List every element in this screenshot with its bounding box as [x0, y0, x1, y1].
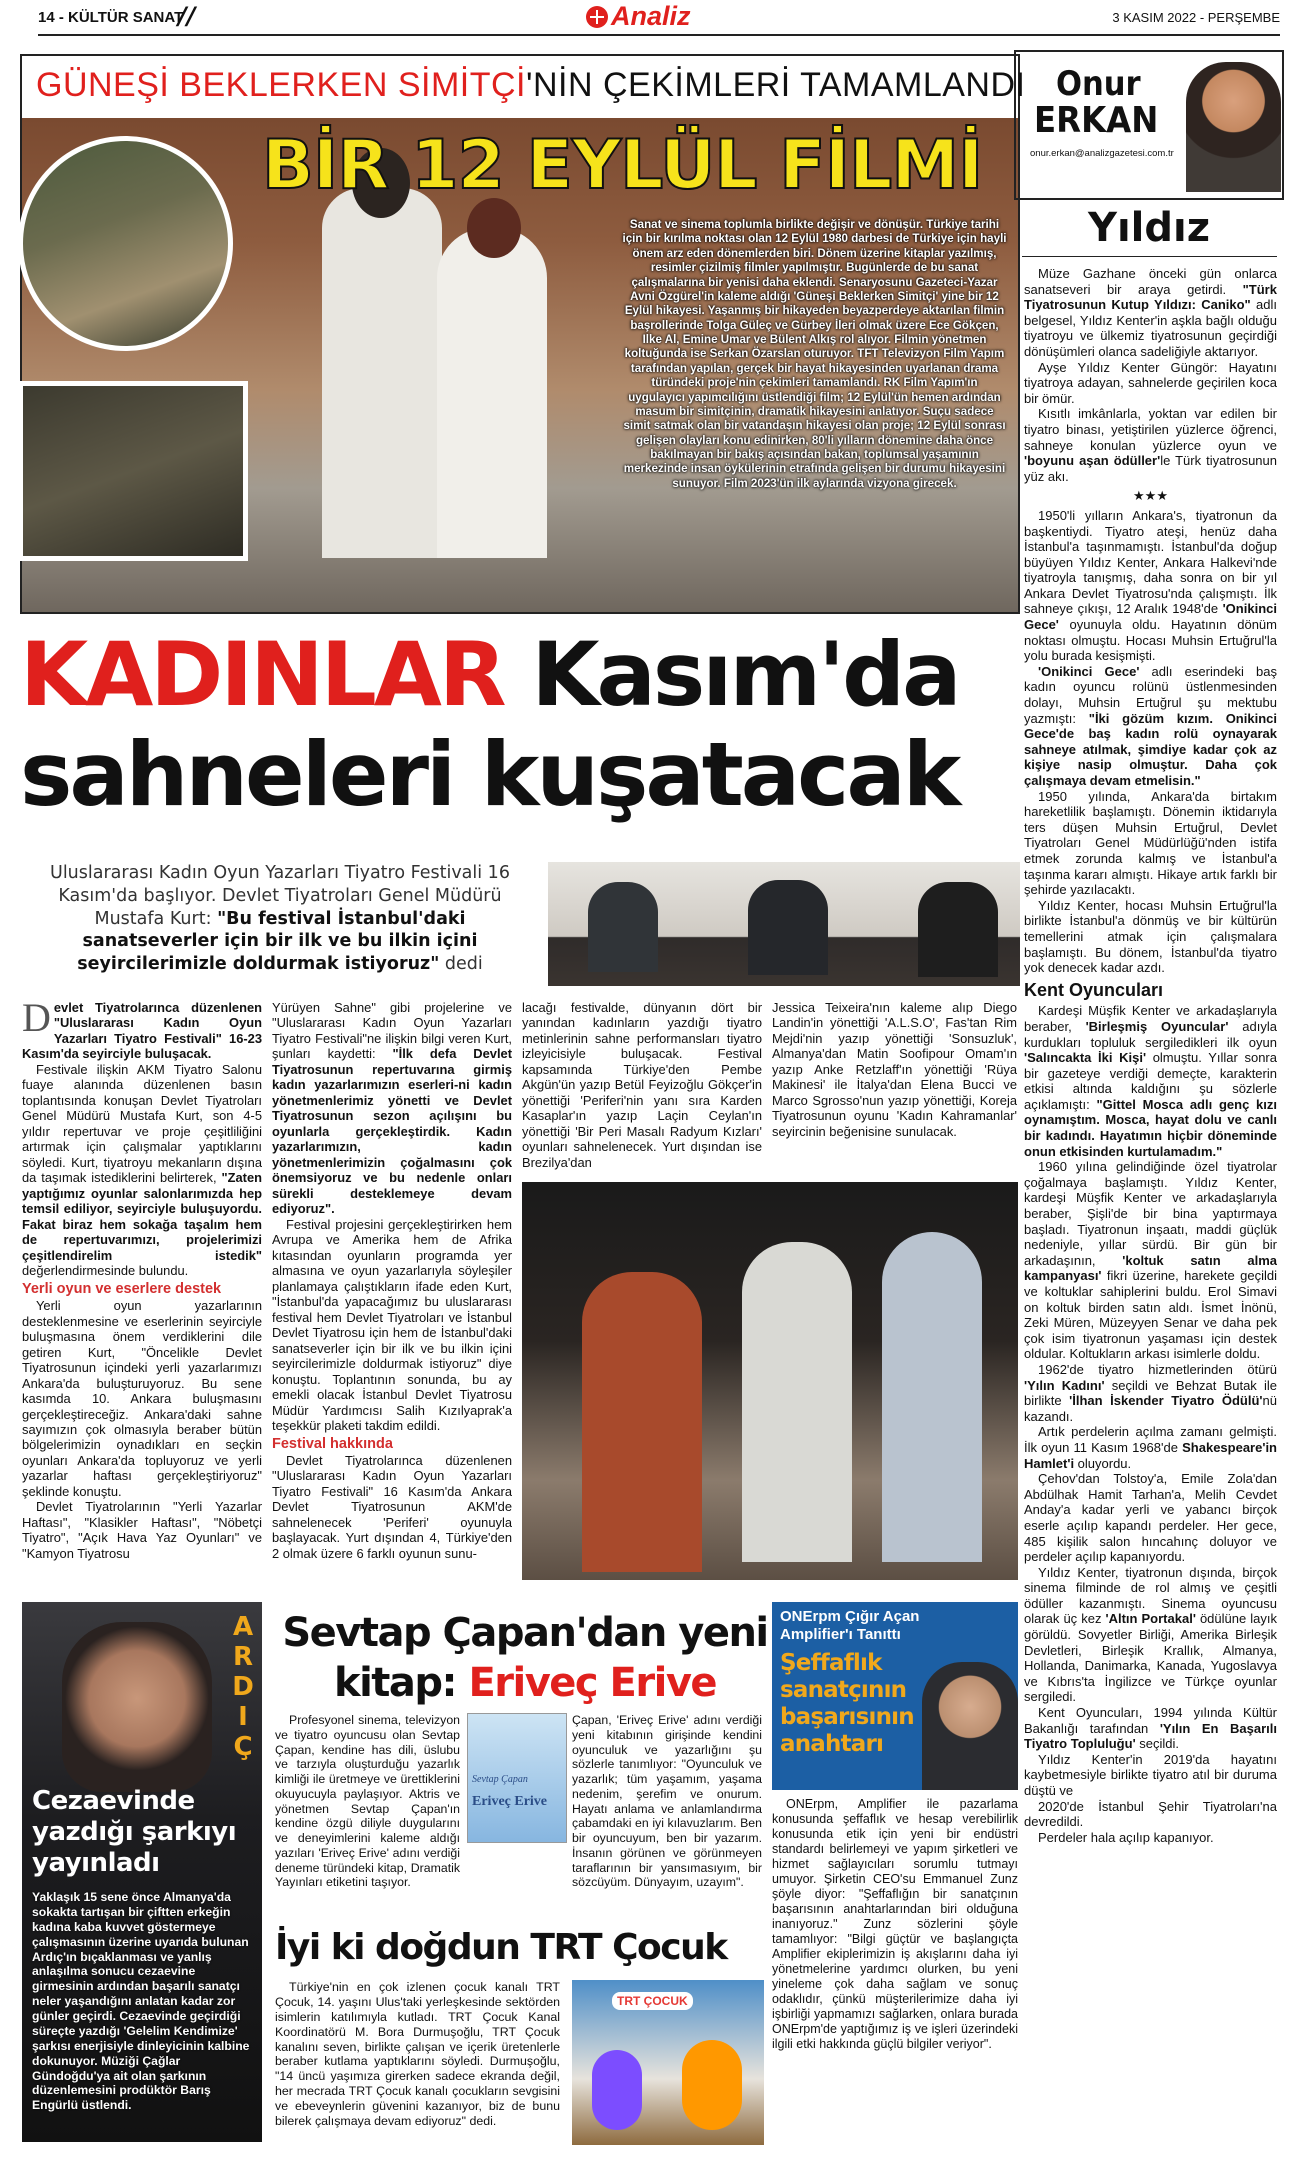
top-story-text: Sanat ve sinema toplumla birlikte değişir ve dönüşür. Türkiye tarihi için bir kırılma noktası olan 12 Eylül 1980 darbesi de Türkiye için hayli önem arz eden dönemlerden biri. Dönem üzerine kitaplar yazılmış, resimler çizilmiş filmler yapılmıştır. Bugünlerde de bu sanat çalışmalarına bir yenisi daha eklendi. Senaryosunu Gazeteci-Yazar Avni Özgürel'in kaleme aldığı 'Güneşi Beklerken Simitçi' yine bir 12 Eylül hikayesi. Yaşanmış bir hikayeden beyazperdeye aktarılan filmin başrollerinde Tolga Güleç ve Gürbey İleri olmak üzere Ece Gökçen, Ilke Al, Emine Umar ve Bülent Alkış rol alıyor. Filmin yönetmen koltuğunda ise Serkan Özarslan oturuyor. TFT Televizyon Film Yapım tarafından yapılan, gerçek bir hayat hikayesinden uyarlanan drama türündeki proje'nin çekimleri tamamlandı. RK Film Yapım'ın uygulayıcı yapımcılığını üstlendiği film; 12 Eylül'ün hemen ardından masum bir simitçinin, dramatik hikayesini anlatıyor. Suçu sadece simit satmak olan bir vatandaşın hikayesi olan proje; 12 Eylül sonrası gelişen olayları konu edinirken, 80'li yılların dönemine daha önce bakılmayan bir bakış açısından bakan, toplumsal yaşamının merkezinde insan öykülerinin etrafında gelişen bir durumu hikayesini sunuyor. Film 2023'ün ilk aylarında vizyona girecek.	[622, 218, 1007, 490]
press-conference-photo	[548, 862, 1020, 986]
analiz-logo-text: Analiz	[611, 1, 691, 31]
onerpm-title: Şeffaflık sanatçının başarısının anahtarı	[780, 1650, 914, 1757]
inset-photo-square	[18, 381, 248, 561]
columnist-box	[1014, 50, 1284, 200]
stage-photo	[522, 1182, 1018, 1580]
book-cover	[467, 1713, 567, 1843]
trt-title: İyi ki doğdun TRT Çocuk	[275, 1927, 727, 1968]
page-date: 3 KASIM 2022 - PERŞEMBE	[1112, 10, 1280, 25]
top-story-kicker: GÜNEŞİ BEKLERKEN SİMİTÇİ'NİN ÇEKİMLERİ TAMAMLANDI	[36, 66, 1026, 104]
ardic-title: Cezaevinde yazdığı şarkıyı yayınladı	[32, 1786, 237, 1878]
page-header	[0, 0, 1300, 38]
main-headline: KADINLAR Kasım'da sahneleri kuşatacak	[20, 623, 959, 826]
onerpm-photo	[922, 1662, 1018, 1790]
analiz-logo	[585, 2, 735, 32]
column-title: Yıldız	[1087, 205, 1210, 251]
book-title: Eriveç Erive	[472, 1794, 548, 1809]
columnist-email[interactable]: onur.erkan@analizgazetesi.com.tr	[1030, 148, 1174, 159]
main-spot: Uluslararası Kadın Oyun Yazarları Tiyatro Festivali 16 Kasım'da başlıyor. Devlet Tiyatroları Genel Müdürü Mustafa Kurt: "Bu festival İstanbul'daki sanatseverler için bir ilk ve bu ilkin içini seyircilerimizle doldurmak istiyoruz" dedi	[50, 863, 510, 974]
header-rule	[38, 34, 1280, 36]
sevtap-col-2: Çapan, 'Eriveç Erive' adını verdiği yeni kitabının girişinde kendini oyunculuk ve yazarlığını şu sözlerle tanımlıyor: "Oyunculuk ve yazarlık; tüm yaşamım, yaşama nedenim, şerefim ve onurum. Hayatı anlama ve anlamlandırma çabamdaki en iyi kılavuzlarım. Ben bir oyuncuyum, ben bir yazarım. İnsanın görünen ve görünmeyen taraflarının bir yansımasıyım, bir sözcüyüm. Dünyayım, uzayım".	[572, 1713, 762, 1890]
top-story-title: BİR 12 EYLÜL FİLMİ	[262, 126, 983, 205]
subhead-festival: Festival hakkında	[272, 1435, 393, 1452]
sevtap-col-1: Profesyonel sinema, televizyon ve tiyatro oyuncusu olan Sevtap Çapan, kendine has dili, üslubu ve tarzıyla oluşturduğu yazarlık kimliği ile üretmeye ve ürettiklerini okuyucuyla paylaşıyor. Aktris ve yönetmen Sevtap Çapan'ın kendine özgü diliyle duygularını ve deneyimlerini kaleme aldığı yazıları 'Eriveç Erive' adını verdiği deneme türündeki kitap, Dramatik Yayınları etiketini taşıyor.	[275, 1713, 460, 1890]
analiz-logo-icon	[585, 5, 609, 29]
onerpm-kicker: ONErpm Çığır Açan Amplifier'ı Tanıttı	[780, 1608, 920, 1643]
subhead-yerli: Yerli oyun ve eserlere destek	[22, 1280, 222, 1297]
column-text: Müze Gazhane önceki gün onlarca sanatseveri bir araya getirdi. "Türk Tiyatrosunun Kutup Yıldızı: Caniko" adlı belgesel, Yıldız Kenter'in aşkla bağlı olduğu tiyatroyu ve ülkemiz tiyatrosunun geçirdiği dönüşümleri olanca sadeliğiyle aktarıyor. Ayşe Yıldız Kenter Güngör: Hayatını tiyatroya adayan, sahnelerde geçirilen koca bir ömür. Kısıtlı imkânlarla, yoktan var edilen bir tiyatro binası, yetiştirilen yüzlerce öğrenci, sahneye konulan yüzlerce oyun ve 'boyunu aşan ödüller'le Türk tiyatrosunun yüz akı. ★★★ 1950'li yılların Ankara's, tiyatronun da başkentiydi. Tiyatro ateşi, henüz daha İstanbul'a taşınmamıştı. İstanbul'da doğup büyüyen Yıldız Kenter, Ankara Halkevi'nde tiyatroyla tanışmış, daha sonra on bir yıl Ankara Devlet Tiyatrosu'nda çalışmıştı. İlk sahneye çıkışı, 12 Aralık 1948'de 'Onikinci Gece' oyunuyla oldu. Hayatının dönüm noktası olmuştu. Hocası Muhsin Ertuğrul'la yolu burada kesişmişti. 'Onikinci Gece' adlı eserindeki baş kadın oyuncu rolünü üstlenmesinden dolayı, Muhsin Ertuğrul şu mektubu yazmıştı: "İki gözüm kızım. Onikinci Gece'de baş kadın rolü oynayarak sahneye atılmak, şimdiye kadar çok az kişiye nasip olmuştur. Daha çok çalışmaya devam etmelisin." 1950 yılında, Ankara'da birtakım hareketlilik başlamıştı. Dönemin iktidarıyla ters düşen Muhsin Ertuğrul, Devlet Tiyatroları Genel Müdürlüğü'nden istifa etmek zorunda kalmış ve İstanbul'a taşınma kararı almıştı. Hikaye artık farklı bir şehirde yazılacaktı. Yıldız Kenter, hocası Muhsin Ertuğrul'la birlikte İstanbul'a dönmüş ve bir kültürün temellerini atmak için çalışmalara başlamıştı. Bu dönem, İstanbul'da tiyatro yok denecek kadar azdı. Kent Oyuncuları Kardeşi Müşfik Kenter ve arkadaşlarıyla beraber, 'Birleşmiş Oyuncular' adıyla kurdukları topluluk sergiledikleri ilk oyun 'Salıncakta İki Kişi' olmuştu. Yıllar sonra bir gazeteye verdiği demeçte, karakterin etkisi altında kaldığını şu sözlerle açıklamıştı: "Gittel Mosca adlı genç kızı oynamıştım. Mosca, hayat dolu ve canlı bir kadındı. Hayatımın hiçbir döneminde onun etkisinden kurtulamadım." 1960 yılına gelindiğinde özel tiyatrolar çoğalmaya başlamıştı. Yıldız Kenter, kardeşi Müşfik Kenter ve arkadaşlarıyla beraber, Şişli'de bir bina yaptırmaya başladı. Tiyatronun inşaatı, maddi güçlük nedeniyle, yıllar sürdü. Bir gün bir arkadaşının, 'koltuk satın alma kampanyası' fikri üzerine, harekete geçildi ve koltuklar sahiplerini buldu. Erol Simavi on koltuk birden satın aldı. İsmet İnönü, Zeki Müren, Müzeyyen Senar ve daha pek çok isim tiyatronun yaşaması için destek oldular. Koltukların arkası isimlerle doldu. 1962'de tiyatro hizmetlerinden ötürü 'Yılın Kadını' seçildi ve Behzat Butak ile birlikte 'İlhan İskender Tiyatro Ödülü'nü kazandı. Artık perdelerin açılma zamanı gelmişti. İlk oyun 11 Kasım 1968'de Shakespeare'in Hamlet'i oluyordu. Çehov'dan Tolstoy'a, Emile Zola'dan Abdülhak Hamit Tarhan'a, Melih Cevdet Anday'a kadar yerli ve yabancı birçok eserle açılıp kapandı perdeler. Her gece, 485 kişilik salon hıncahınç doluyor ve perdeler açılıp kapanıyordu. Yıldız Kenter, tiyatronun dışında, birçok sinema filminde de rol almış ve çeşitli ödüller kazanmıştı. Sinema oyuncusu olarak üç kez 'Altın Portakal' ödülüne layık görüldü. Sovyetler Birliği, Amerika Birleşik Devletleri, Birleşik Krallık, Almanya, Hollanda, Danimarka, Kanada, Yugoslavya ve Kıbrıs'ta İngilizce ve Türkçe oyunlar sergiledi. Kent Oyuncuları, 1994 yılında Kültür Bakanlığı tarafından 'Yılın En Başarılı Tiyatro Topluluğu' seçildi. Yıldız Kenter'in 2019'da hayatını kaybetmesiyle birlikte tiyatro atıl bir duruma düştü ve 2020'de İstanbul Şehir Tiyatroları'na devredildi. Perdeler hala açılıp kapanıyor.	[1024, 266, 1277, 1845]
trt-text: Türkiye'nin en çok izlenen çocuk kanalı TRT Çocuk, 14. yaşını Ulus'taki yerleşkesinde sektörden isimlerin katılımıyla kutladı. TRT Çocuk Kanal Koordinatörü M. Bora Durmuşoğlu, TRT Çocuk kanalını seven, birlikte çalışan ve içerik üretenlerle beraber kutlama yaptıklarını söyledi. Durmuşoğlu, "14 üncü yaşımıza girerken sadece ekranda değil, her mecrada TRT Çocuk kanalı çocukların sevgisini ve ebeveynlerin güvenini kazanıyor, biz de bunu bilerek çalışmaya devam ediyoruz" dedi.	[275, 1980, 560, 2128]
trt-photo	[572, 1980, 764, 2145]
header-slash-icon: //	[178, 2, 196, 30]
onerpm-box	[772, 1602, 1018, 1790]
trt-logo: TRT ÇOCUK	[612, 1992, 693, 2010]
onerpm-text: ONErpm, Amplifier ile pazarlama konusunda şeffaflık ve hesap verebilirlik konusunda etik için yeni bir endüstri standardı belirlemeyi ve yapım şirketleri ve hizmet sağlayıcıları sorumlu tutmayı umuyor. Şirketin CEO'su Emmanuel Zunz şöyle diyor: "Şeffaflığın bir sanatçının başarısının anahtarlarından biri olduğuna inanıyoruz." Zunz sözlerini şöyle tamamlıyor: "Bilgi güçtür ve başlangıçta Amplifier ekiplerimizin iş akışlarını daha iyi yönetmelerine yardımcı olurken, bu yeni yineleme çok daha sağlam ve sonuç odaklıdır, çünkü müşterilerimize daha iyi işbirliği yapmamızı sağlarken, onlara burada ONErpm'de yaptığımız iş ve işleri üzerindeki ilgili etki hakkında güçlü bilgiler veriyor".	[772, 1797, 1018, 2051]
book-author: Sevtap Çapan	[472, 1774, 528, 1785]
main-col-4: Jessica Teixeira'nın kaleme alıp Diego Landin'in yönettiği 'A.L.S.O', Fas'tan Rim Mejdi'nin yazıp yönettiği 'Sonsuzluk', Almanya'dan Matin Soofipour Omam'ın yazıp Anke Retzlaff'ın yönettiği 'Rüya Makinesi' ile İtalya'dan Elena Bucci ve Marco Sgrosso'nun yazıp yönettiği, Koreja Tiyatrosunun oyunu 'Kadın Kahramanlar' seyircinin beğenisine sunulacak.	[772, 1000, 1017, 1139]
column-subhead: Kent Oyuncuları	[1024, 979, 1164, 1000]
drop-cap: D	[22, 1000, 51, 1040]
section-label: 14 - KÜLTÜR SANAT	[38, 9, 184, 26]
columnist-photo	[1186, 62, 1281, 192]
columnist-last-name: ERKAN	[1034, 100, 1159, 141]
ardic-text: Yaklaşık 15 sene önce Almanya'da sokakta tartışan bir çiftten erkeğin kadına kaba kuvvet göstermeye çalışmasının üzerine uyarıda bulunan Ardıç'ın bıçaklanması ve yanlış anlaşılma sonucu cezaevine girmesinin ardından başarılı sanatçı neler yaşandığını anlatan kadar zor günler geçirdi. Cezaevinde geçirdiği süreçte yazdığı 'Gelelim Kendimize' şarkısı enerjisiyle dinleyicinin kalbine dokunuyor. Müziği Çağlar Gündoğdu'ya ait olan şarkının düzenlemesini prodüktör Barış Engürlü üstlendi.	[32, 1890, 250, 2113]
inset-photo-circle	[18, 136, 233, 351]
sevtap-title: Sevtap Çapan'dan yeni kitap: Eriveç Erive	[282, 1610, 768, 1706]
main-col-3: lacağı festivalde, dünyanın dört bir yanından kadınların yazdığı tiyatro metinlerinin sahne performansları tiyatro izleyicisiyle buluşacak. Festival kapsamında Türkiye'den Pembe Akgün'ün yazıp Betül Feyizoğlu Gökçer'in yönettiği 'Periferi'nin yanı sıra Karden Kasaplar'ın yazıp Laçin Ceylan'ın yönettiği 'Bir Peri Masalı Radyum Kızları' oyunları sahnelenecek. Yurt dışından ise Brezilya'dan	[522, 1000, 762, 1170]
stars-divider: ★★★	[1133, 488, 1168, 504]
main-col-1: Devlet Tiyatrolarınca düzenlenen "Uluslararası Kadın Oyun Yazarları Tiyatro Festivali" 16-23 Kasım'da seyirciyle buluşacak. Festivale ilişkin AKM Tiyatro Salonu fuaye alanında düzenlenen basın toplantısında konuşan Devlet Tiyatroları Genel Müdürü Mustafa Kurt, son 4-5 yıldır repertuvar ve proje çeşitliliğini artırmak için çalışmalar yaptıklarını söyledi. Kurt, tiyatroyu mekanların dışına da taşımak istediklerini belirterek, "Zaten yaptığımız oyunlar salonlarımızda hep temsil ediliyor, seyirciyle buluşuyordu. Fakat biraz hem sokağa taşalım hem de repertuvarımızı, projelerimizi çeşitlendirelim istedik" değerlendirmesinde bulundu. Yerli oyun ve eserlere destek Yerli oyun yazarlarının desteklenmesine ve eserlerinin seyirciyle buluşmasına önem verdiklerini dile getiren Kurt, "Öncelikle Devlet Tiyatrosunun içindeki yerli yazarlarımızı Ankara'da buluşturuyoruz. Bu sene kasımda 10. Ankara buluşmasını gerçekleştireceğiz. Ankara'daki sahne sayımızın çok olmasıyla beraber bütün bölgelerimizin oynadıkları en seçkin oyunları Ankara'da topluyoruz ve yerli yazarlar haftası gerçekleştiriyoruz" şeklinde konuştu. Devlet Tiyatrolarının "Yerli Yazarlar Haftası", "Klasikler Haftası", "Nöbetçi Tiyatro", "Açık Hava Yaz Oyunları" ve "Kamyon Tiyatrosu	[22, 1000, 262, 1561]
top-story	[20, 54, 1026, 614]
ardic-box	[22, 1602, 262, 2142]
main-col-2: Yürüyen Sahne" gibi projelerine ve "Uluslararası Kadın Oyun Yazarları Tiyatro Festivali"ne ilişkin bilgi veren Kurt, şunları kaydetti: "İlk defa Devlet Tiyatrosunun repertuvarına girmiş kadın yazarlarımızın eserleri-ni kadın yönetmenlerimiz yönetti ve Devlet Tiyatrosunun sezon açılışını bu oyunlarla gerçekleştirdik. Kadın yazarlarımızın, kadın yönetmenlerimizin çoğalmasını çok önemsiyoruz ve bu nedenle onları sürekli desteklemeye devam ediyoruz". Festival projesini gerçekleştirirken hem Avrupa ve Amerika hem de Afrika kıtasından oyunların programda yer almasına ve oyun yazarlarıyla söyleşiler planlamaya çalıştıkların ifade eden Kurt, "İstanbul'da yapacağımız bu uluslararası festival hem Devlet Tiyatroları ve İstanbul Devlet Tiyatrosu için hem de İstanbul'daki sanatseverler için bir ilk ve bu ilkin içini seyircilerimizle doldurmak istiyoruz" diye konuştu. Toplantının sonunda, bu ay emekli olacak İstanbul Devlet Tiyatrosu Müdür Yardımcısı Salih Kızılyaprak'a teşekkür plaketi takdim edildi. Festival hakkında Devlet Tiyatrolarınca düzenlenen "Uluslararası Kadın Oyun Yazarları Tiyatro Festivali" 16 Kasım'da Ankara Devlet Tiyatrosunun AKM'de sahnelenecek 'Periferi' oyunuyla başlayacak. Yurt dışından 4, Türkiye'den 2 olmak üzere 6 farklı oyunun sunu-	[272, 1000, 512, 1561]
ardic-vertical-name: ARDIÇ	[232, 1612, 254, 1762]
columnist-first-name: Onur	[1056, 64, 1141, 104]
